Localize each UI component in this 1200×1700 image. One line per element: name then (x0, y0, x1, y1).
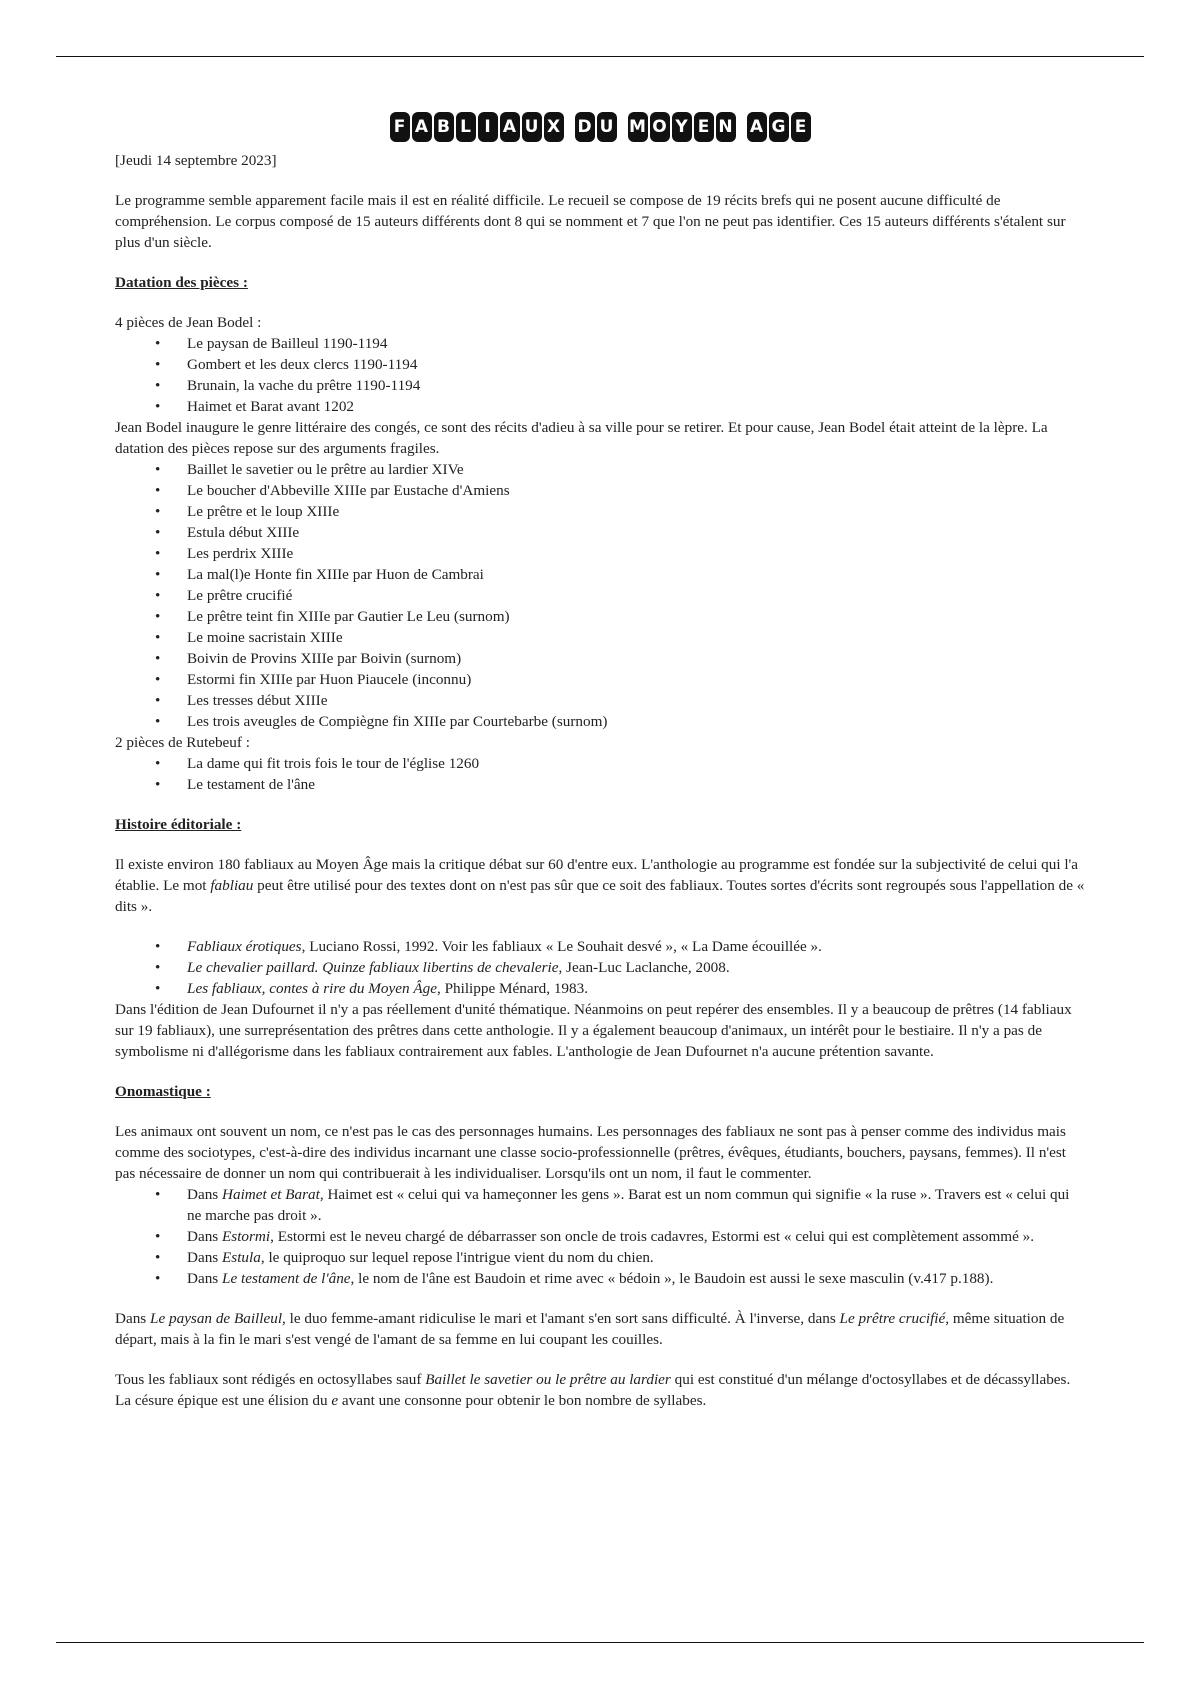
title-letter: N (716, 112, 736, 142)
text-run: , même situation de départ, mais à la fin le mari s'est vengé de l'amant de sa femme en lui coupant les couilles. (115, 1310, 1065, 1348)
italic-title: Le prêtre crucifié (839, 1310, 946, 1327)
reference-details: , Luciano Rossi, 1992. Voir les fabliaux « Le Souhait desvé », « La Dame écouillée ». (301, 938, 822, 955)
text-run: avant une consonne pour obtenir le bon nombre de syllabes. (338, 1392, 707, 1409)
list-item: • La dame qui fit trois fois le tour de l'église 1260 (115, 753, 1085, 774)
italic-title: Le paysan de Bailleul (150, 1310, 283, 1327)
title-letter: X (544, 112, 564, 142)
title-letter: Y (672, 112, 692, 142)
title-letter: G (769, 112, 789, 142)
list-item: • Gombert et les deux clercs 1190-1194 (115, 354, 1085, 375)
title-letter: B (434, 112, 454, 142)
title-letter: O (650, 112, 670, 142)
title-word (575, 112, 617, 142)
text-run: Tous les fabliaux sont rédigés en octosyllabes sauf (115, 1371, 426, 1388)
reference-title: Le chevalier paillard. Quinze fabliaux libertins de chevalerie (187, 959, 559, 976)
list-item: • Haimet et Barat avant 1202 (115, 396, 1085, 417)
text-run: peut être utilisé pour des textes dont on n'est pas sûr que ce soit des fabliaux. Toutes sortes d'écrits sont regroupés sous l'appellation de « dits ». (115, 877, 1085, 915)
bodel-note: Jean Bodel inaugure le genre littéraire des congés, ce sont des récits d'adieu à sa ville pour se retirer. Et pour cause, Jean Bodel était atteint de la lèpre. La datation des pièces repose sur des arguments fragiles. (115, 419, 1048, 457)
text-run: Dans (115, 1310, 151, 1327)
list-item: • Le prêtre crucifié (115, 585, 1085, 606)
other-pieces-list (115, 459, 1085, 732)
text-run: , le nom de l'âne est Baudoin et rime avec « bédoin », le Baudoin est aussi le sexe masculin (v.417 p.188). (350, 1270, 994, 1287)
title-letter: E (791, 112, 811, 142)
heading-onomastique: Onomastique : (115, 1083, 211, 1100)
paysan-paragraph (115, 1308, 1085, 1350)
document-page (115, 112, 1085, 1430)
title-letter: L (456, 112, 476, 142)
onomastique-item (115, 1184, 1085, 1226)
reference-title: Fabliaux érotiques (187, 938, 302, 955)
histoire-paragraph (115, 854, 1085, 917)
text-run: , le quiproquo sur lequel repose l'intrigue vient du nom du chien. (260, 1249, 654, 1266)
title-letter: I (478, 112, 498, 142)
title-word (390, 112, 564, 142)
text-run: Dans (187, 1228, 223, 1245)
text-run: qui est constitué d'un mélange d'octosyllabes et de décassyllabes. La césure épique est une élision du (115, 1371, 1071, 1409)
list-item: • Estula début XIIIe (115, 522, 1085, 543)
list-item: • Le prêtre et le loup XIIIe (115, 501, 1085, 522)
title-letter: U (597, 112, 617, 142)
title-letter: A (412, 112, 432, 142)
reference-item (115, 936, 1085, 957)
list-item: • Le boucher d'Abbeville XIIIe par Eustache d'Amiens (115, 480, 1085, 501)
page-title (390, 112, 811, 142)
title-letter: F (390, 112, 410, 142)
onomastique-list (115, 1184, 1085, 1289)
list-item: • Brunain, la vache du prêtre 1190-1194 (115, 375, 1085, 396)
title-word (747, 112, 811, 142)
text-run: , Haimet est « celui qui va hameçonner les gens ». Barat est un nom commun qui signifie « la ruse ». Travers est « celui qui ne marche pas droit ». (187, 1186, 1070, 1224)
top-rule (56, 56, 1144, 57)
list-item: • Le moine sacristain XIIIe (115, 627, 1085, 648)
italic-title: Baillet le savetier ou le prêtre au lardier (425, 1371, 671, 1388)
bottom-rule (56, 1642, 1144, 1643)
list-item: • La mal(l)e Honte fin XIIIe par Huon de Cambrai (115, 564, 1085, 585)
reference-item (115, 957, 1085, 978)
list-item: • Les trois aveugles de Compiègne fin XIIIe par Courtebarbe (surnom) (115, 711, 1085, 732)
text-run: Dans (187, 1270, 223, 1287)
rutebeuf-list (115, 753, 1085, 795)
reference-title: Les fabliaux, contes à rire du Moyen Âge (187, 980, 437, 997)
onomastique-paragraph: Les animaux ont souvent un nom, ce n'est pas le cas des personnages humains. Les personnages des fabliaux ne sont pas à penser comme des individus mais comme des sociotypes, c'est-à-dire des individus incarnant une classe socio-professionnelle (prêtres, évêques, étudiants, bouchers, paysans, femmes). Il n'est pas nécessaire de donner un nom qui contribuerait à les individualiser. Lorsqu'ils ont un nom, il faut le commenter. (115, 1123, 1067, 1182)
list-item: • Le paysan de Bailleul 1190-1194 (115, 333, 1085, 354)
bodel-list (115, 333, 1085, 417)
list-item: • Le testament de l'âne (115, 774, 1085, 795)
italic-title: Estula (222, 1249, 261, 1266)
onomastique-item (115, 1247, 1085, 1268)
rutebeuf-label: 2 pièces de Rutebeuf : (115, 734, 250, 751)
bodel-label: 4 pièces de Jean Bodel : (115, 314, 262, 331)
list-item: • Baillet le savetier ou le prêtre au lardier XIVe (115, 459, 1085, 480)
title-letter: D (575, 112, 595, 142)
text-run: Il existe environ 180 fabliaux au Moyen Âge mais la critique débat sur 60 d'entre eux. L'anthologie au programme est fondée sur la subjectivité de celui qui l'a établie. Le mot (115, 856, 1079, 894)
reference-item (115, 978, 1085, 999)
heading-histoire: Histoire éditoriale : (115, 816, 242, 833)
date-line: [Jeudi 14 septembre 2023] (115, 152, 277, 169)
italic-title: Haimet et Barat (222, 1186, 320, 1203)
title-letter: A (500, 112, 520, 142)
title-block (115, 112, 1085, 142)
list-item: • Les perdrix XIIIe (115, 543, 1085, 564)
text-run: Dans (187, 1249, 223, 1266)
heading-datation: Datation des pièces : (115, 274, 248, 291)
intro-paragraph: Le programme semble apparement facile mais il est en réalité difficile. Le recueil se compose de 19 récits brefs qui ne posent aucune difficulté de compréhension. Le corpus composé de 15 auteurs différents dont 8 qui se nomment et 7 que l'on ne peut pas identifier. Ces 15 auteurs différents s'étalent sur plus d'un siècle. (115, 192, 1066, 251)
references-list (115, 936, 1085, 999)
onomastique-item (115, 1226, 1085, 1247)
title-letter: U (522, 112, 542, 142)
italic-term: fabliau (210, 877, 254, 894)
list-item: • Le prêtre teint fin XIIIe par Gautier Le Leu (surnom) (115, 606, 1085, 627)
reference-details: , Philippe Ménard, 1983. (436, 980, 588, 997)
italic-title: Estormi (222, 1228, 271, 1245)
dufournet-paragraph: Dans l'édition de Jean Dufournet il n'y a pas réellement d'unité thématique. Néanmoins on peut repérer des ensembles. Il y a beaucoup de prêtres (14 fabliaux sur 19 fabliaux), une surreprésentation des prêtres dans cette anthologie. Il y a également beaucoup d'animaux, un intérêt pour le bestiaire. Il n'y a pas de symbolisme ni d'allégorisme dans les fabliaux contrairement aux fables. L'anthologie de Jean Dufournet n'a aucune prétention savante. (115, 1001, 1072, 1060)
reference-details: , Jean-Luc Laclanche, 2008. (558, 959, 730, 976)
text-run: Dans (187, 1186, 223, 1203)
text-run: , Estormi est le neveu chargé de débarrasser son oncle de trois cadavres, Estormi est « celui qui est complètement assommé ». (270, 1228, 1035, 1245)
title-word (628, 112, 736, 142)
italic-term: e (331, 1392, 339, 1409)
text-run: , le duo femme-amant ridiculise le mari et l'amant s'en sort sans difficulté. À l'inverse, dans (282, 1310, 840, 1327)
title-letter: M (628, 112, 648, 142)
list-item: • Estormi fin XIIIe par Huon Piaucele (inconnu) (115, 669, 1085, 690)
octosyllabes-paragraph (115, 1369, 1085, 1411)
onomastique-item (115, 1268, 1085, 1289)
title-letter: A (747, 112, 767, 142)
italic-title: Le testament de l'âne (222, 1270, 351, 1287)
title-letter: E (694, 112, 714, 142)
list-item: • Boivin de Provins XIIIe par Boivin (surnom) (115, 648, 1085, 669)
list-item: • Les tresses début XIIIe (115, 690, 1085, 711)
